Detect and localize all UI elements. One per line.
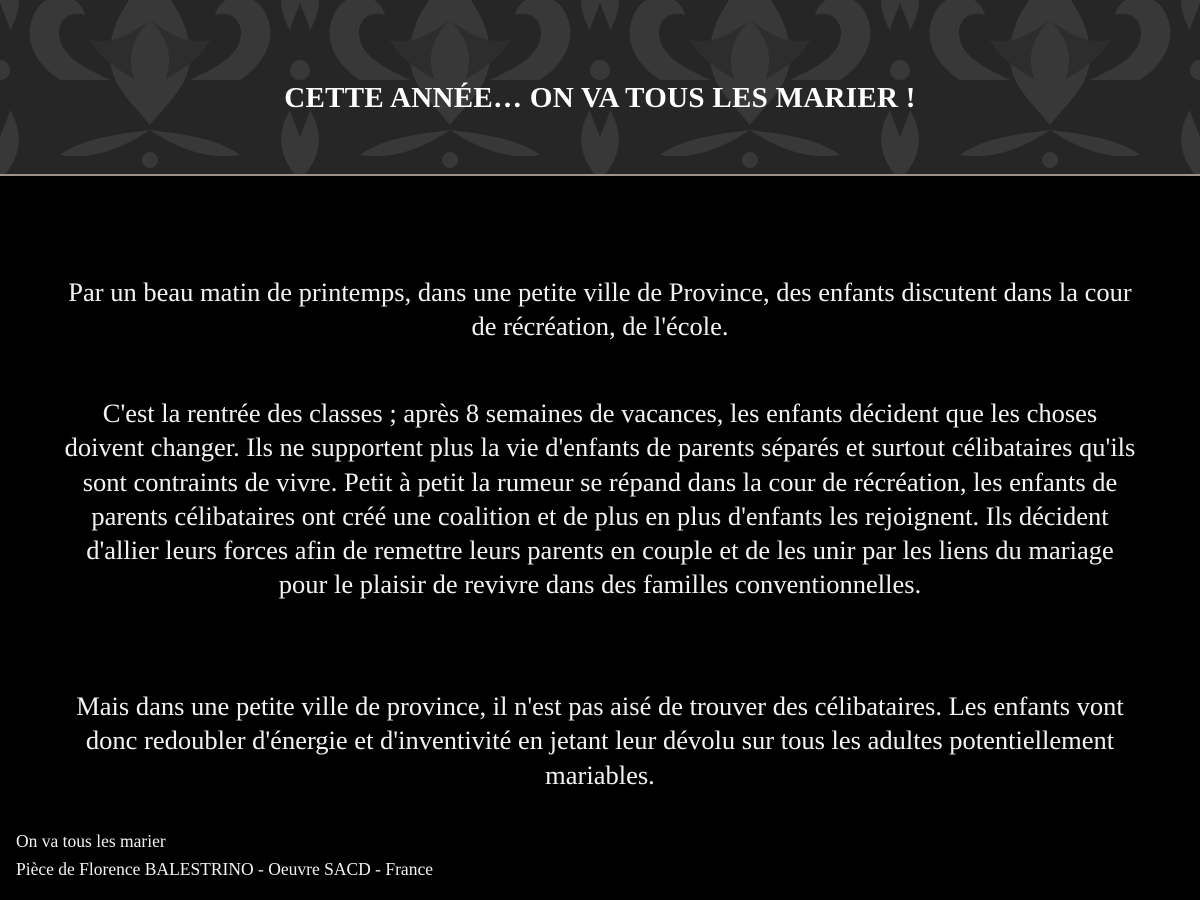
slide-title: CETTE ANNÉE… ON VA TOUS LES MARIER ! [284, 82, 916, 114]
header-band [0, 0, 1200, 174]
paragraph-intro: Par un beau matin de printemps, dans une petite ville de Province, des enfants discutent dans la cour de récréation, de l'école. [68, 277, 1132, 342]
footer-credits: Pièce de Florence BALESTRINO - Oeuvre SACD - France [16, 859, 433, 879]
footer-play-title: On va tous les marier [16, 831, 166, 851]
header-divider [0, 174, 1200, 176]
paragraph-conclusion: Mais dans une petite ville de province, il n'est pas aisé de trouver des célibataires. Les enfants vont donc redoubler d'énergie et d'inventivité en jetant leur dévolu sur tous les adultes potentiellement mariables. [76, 691, 1124, 790]
paragraph-story: C'est la rentrée des classes ; après 8 semaines de vacances, les enfants décident que les choses doivent changer. Ils ne supportent plus la vie d'enfants de parents séparés et surtout célibataires qu'ils sont contraints de vivre. Petit à petit la rumeur se répand dans la cour de récréation, les enfants de parents célibataires ont créé une coalition et de plus en plus d'enfants les rejoignent. Ils décident d'allier leurs forces afin de remettre leurs parents en couple et de les unir par les liens du mariage pour le plaisir de revivre dans des familles conventionnelles. [64, 398, 1136, 600]
